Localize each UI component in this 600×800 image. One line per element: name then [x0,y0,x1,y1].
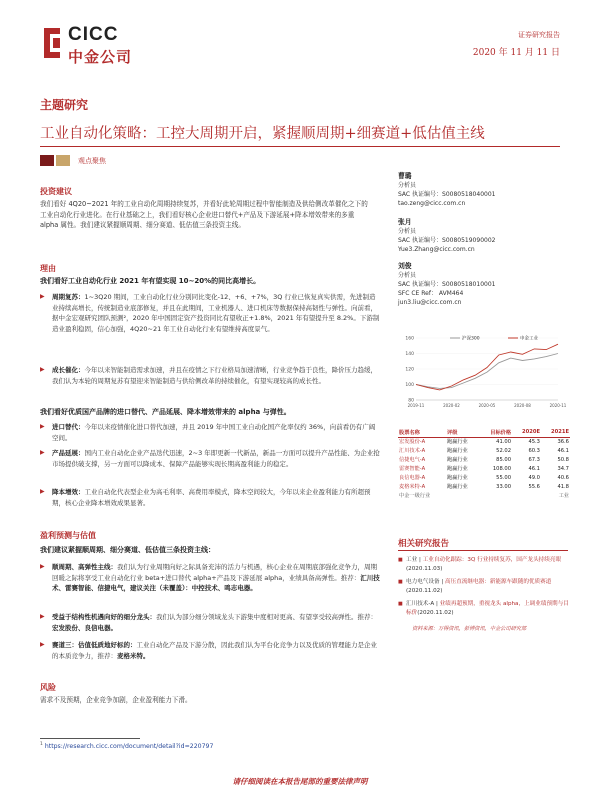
analyst-cert-label: SAC 执证编号： [398,237,443,244]
table-cell: 良信电器-A [399,475,426,481]
bullet-label: 降本增效： [52,488,85,496]
series-line-1 [416,354,558,389]
bullet-text: 工业自动化代表型企业为高毛利率、高费用率模式，降本空间较大，今年以来企业盈利能力有所超预期，核心企业降本增效成果显著。 [52,488,371,507]
table-cell: 跑赢行业 [447,439,468,446]
investment-heading: 投资建议 [40,187,72,196]
reason-line-2: 我们看好优质国产品牌的进口替代、产品延展、降本增效带来的 alpha 与弹性。 [40,408,291,416]
forecast-heading: 盈利预测与估值 [40,531,96,540]
analyst-email[interactable]: jun3.liu@cicc.com.cn [398,299,462,306]
bullet-cycle-recovery [40,292,380,334]
risk-heading: 风险 [40,683,56,692]
table-cell: 汇川技术-A [399,448,426,454]
table-cell: 40.6 [557,474,569,481]
table-row [398,455,570,464]
footnote-number: 1 [40,742,43,747]
bullet-text: 我们认为行业周期向好之际具备充沛的活力与机遇，核心企业在周期底部强化竞争力，周期回暖之际将享受工业自动化行业 beta+进口替代 alpha+产品及下游延展 alpha，业绩具备高弹性。推荐： [52,563,377,582]
table-cell: 52.02 [496,447,512,454]
analyst-name: 曹璐 [398,172,412,180]
table-header: 2021E [541,428,570,437]
cicc-logo [40,22,160,70]
table-cell: 67.3 [528,456,540,463]
related-prefix: 工业 | [406,557,423,563]
analyst-email[interactable]: Yue3.Zhang@cicc.com.cn [398,246,475,253]
risk-text: 需求不及预期，企业竞争加剧，企业盈利能力下滑。 [40,696,192,704]
analyst-role: 分析员 [398,228,417,235]
related-heading: 相关研究报告 [398,539,450,549]
footnote-divider [40,738,140,739]
tag-label: 观点聚焦 [78,157,106,165]
related-item-3 [398,600,570,617]
investment-text: 我们看好 4Q20~2021 年的工业自动化周期持续复苏，并看好此轮周期过程中智能制造及供给侧改革催化之下的工业自动化行业进化。在行业基础之上，我们看好核心企业进口替代+产品及下游延展+降本增效带来的多重 alpha 属性。我们建议紧握顺周期、细分赛道、低估值三条投资主线。 [40,200,368,229]
bullet-text: 今年以来疫情催化进口替代加速，并且 2019 年中国工业自动化国产化率仅约 36%，向前看仍有广阔空间。 [52,423,376,442]
table-row [398,473,570,482]
related-item-1 [398,556,570,573]
logo-text-en: CICC [68,24,119,45]
table-row [398,464,570,473]
title-divider [40,146,560,147]
report-date: 2020 年 11 月 11 日 [472,48,560,58]
table-row [398,437,570,446]
y-tick-label: 120 [405,367,414,373]
analyst-email[interactable]: tao.zeng@cicc.com.cn [398,200,466,207]
analyst-cert-label: SAC 执证编号： [398,191,443,198]
related-link[interactable]: 业绩再超预期，重视龙头 alpha，上调业绩预期与目标价 [406,601,569,616]
table-header: 评级 [446,428,479,437]
bullet-label: 进口替代： [52,423,85,431]
x-tick-label: 2020-08 [514,403,531,408]
bullet-text: 国内工业自动化企业产品迭代迅速，2~3 年即更新一代新品，新品一方面可以提升产品性能、为企业抢市场提供破支撑，另一方面可以降成本、保障产品能够实现长期高盈利能力的稳定。 [52,449,380,468]
table-note-left: 中金一级行业 [399,493,431,499]
table-cell: 55.6 [528,483,540,490]
logo-text-cn: 中金公司 [68,49,133,66]
footnote [40,742,213,750]
table-note-row [398,491,570,500]
analyst-3 [398,262,568,307]
related-prefix: 汇川技术-A | [406,601,440,607]
bullet-product-extension [40,448,380,469]
table-cell: 36.6 [557,438,569,445]
related-date: (2020.11.02) [406,587,443,594]
table-row [398,446,570,455]
table-cell: 45.3 [528,438,540,445]
bullet-label: 赛道三：估值低质地好标的： [52,641,137,649]
legend-label: 申金工业 [520,336,538,342]
analyst-name: 张月 [398,218,412,226]
analyst-2 [398,218,568,254]
related-prefix: 电力电气设备 | [406,579,446,585]
bullet-cost-reduction [40,487,380,508]
related-source: 资料来源：万得资讯，彭博资讯，中金公司研究部 [412,626,527,632]
x-tick-label: 2020-11 [549,403,567,408]
bullet-text: 工业自动化产品及下游分散，因此我们认为平台化竞争力以及优质的管理能力是企业的本质竞争力，推荐： [52,641,377,660]
legal-disclaimer: 请仔细阅读在本报告尾部的重要法律声明 [232,777,368,786]
related-date: (2020.11.02) [417,609,454,616]
stock-table [398,428,570,500]
table-cell: 50.8 [557,456,569,463]
table-cell: 55.00 [496,474,512,481]
analyst-1 [398,172,568,208]
table-header-row [398,428,570,437]
table-cell: 跑赢行业 [447,457,468,463]
table-header: 目标价格 [479,428,512,437]
table-cell: 85.00 [496,456,512,463]
analyst-name: 刘俊 [398,262,412,270]
footnote-link[interactable]: https://research.cicc.com/document/detail?id=220797 [44,743,214,751]
table-cell: 41.8 [557,483,569,490]
cicc-logo-mark-icon [40,26,64,60]
forecast-line: 我们建议紧握顺周期、细分赛道、低估值三条投资主线： [40,546,215,554]
table-cell: 46.1 [557,447,569,454]
bullet-niche-leaders [40,612,380,633]
series-line-2 [416,344,558,390]
table-cell: 跑赢行业 [447,475,468,481]
analyst-cert: S0080518040001 [442,191,496,198]
performance-chart [398,330,568,412]
bullet-text: 1~3Q20 期间，工业自动化行业分别同比变化-12、+6、+7%，3Q 行业已恢复真实供需，先进制造业持续高增长，传统制造业底部修复，并且在此期间，工业机器人、进口机床等数据保持高韧性与弹性。向前看，据中金宏观研究团队预测²，2020 年中国固定资产投资同比有望收正+1.8%，2021 年有望提升至 8.2%。下游制造业盈利稳固，信心加强，4Q20~21 年工业自动化行业有望维持高度景气。 [52,293,380,333]
table-cell: 34.7 [557,465,569,472]
bullet-growth-catalyst [40,365,380,386]
table-cell: 麦格米特-A [399,484,426,490]
analyst-role: 分析员 [398,272,417,279]
topic-label: 主题研究 [40,98,89,112]
table-cell: 宏发股份-A [399,439,426,446]
table-cell: 60.3 [528,447,540,454]
related-item-2 [398,578,570,595]
table-cell: 信捷电气-A [399,457,426,463]
bullet-procyclical [40,562,380,594]
bullet-picks: 麦格米特。 [117,651,150,660]
bullet-import-substitution [40,422,380,443]
tag-blocks [40,155,70,166]
analyst-cert: S0080519090002 [442,237,496,244]
bullet-label: 周期复苏： [52,293,85,301]
analyst-extra: SFC CE Ref： AVM464 [398,290,464,297]
x-tick-label: 2020-05 [478,403,496,408]
related-link[interactable]: 工业自动化跟踪：3Q 行业持续复苏，国产龙头持续亮眼 [422,557,562,563]
bullet-label: 受益于结构性机遇向好的细分龙头： [52,613,156,621]
table-cell: 46.1 [528,465,540,472]
analyst-cert: S0080518010001 [442,281,496,288]
related-date: (2020.11.03) [406,565,443,572]
table-cell: 跑赢行业 [447,448,468,454]
bullet-label: 成长催化： [52,366,85,374]
bullet-text: 今年以来智能制造需求加速，并且在疫情之下行业格局加速清晰，行业竞争趋于良性，降价压力趋缓，我们认为本轮的周期复苏有望迎来智能制造与供给侧改革的持续催化，有望实现较高的成长性。 [52,366,377,385]
table-cell: 跑赢行业 [447,466,468,472]
bullet-label: 顺周期、高弹性主线： [52,563,117,571]
bullet-picks: 汇川技术、雷赛智能、信捷电气，建议关注（未覆盖）：中控技术、鸣志电器。 [52,573,380,593]
bullet-label: 产品延展： [52,449,85,457]
table-cell: 雷赛智能-A [399,466,426,472]
table-note-right: 工业 [558,493,569,499]
analyst-cert-label: SAC 执证编号： [398,281,443,288]
x-tick-label: 2020-02 [443,403,460,408]
reason-line-1: 我们看好工业自动化行业 2021 年有望实现 10~20%的同比高增长。 [40,277,261,285]
table-row [398,482,570,491]
report-title: 工业自动化策略：工控大周期开启，紧握顺周期+细赛道+低估值主线 [40,126,485,142]
y-tick-label: 160 [405,336,414,342]
table-cell: 33.00 [496,483,512,490]
table-header: 股票名称 [398,428,446,437]
related-divider [398,550,568,551]
table-header: 2020E [512,428,541,437]
table-cell: 49.0 [528,474,540,481]
bullet-low-valuation [40,640,380,661]
report-type: 证券研究报告 [518,31,560,39]
x-tick-label: 2019-11 [407,403,425,408]
legend-label: 沪深300 [462,336,480,342]
table-cell: 41.00 [496,438,512,445]
analyst-role: 分析员 [398,182,417,189]
table-cell: 跑赢行业 [447,484,468,490]
reason-heading: 理由 [40,264,56,273]
y-tick-label: 100 [405,383,414,388]
y-tick-label: 80 [408,398,414,404]
related-link[interactable]: 高压直流继电器：新能源车跟随的优质赛道 [445,579,552,585]
bullet-text: 我们认为部分细分领域龙头下游集中度相对更高、有望享受较高弹性。推荐： [156,613,377,621]
bullet-picks: 宏发股份、良信电器。 [52,623,117,632]
table-cell: 108.00 [492,465,512,472]
y-tick-label: 140 [405,352,414,357]
